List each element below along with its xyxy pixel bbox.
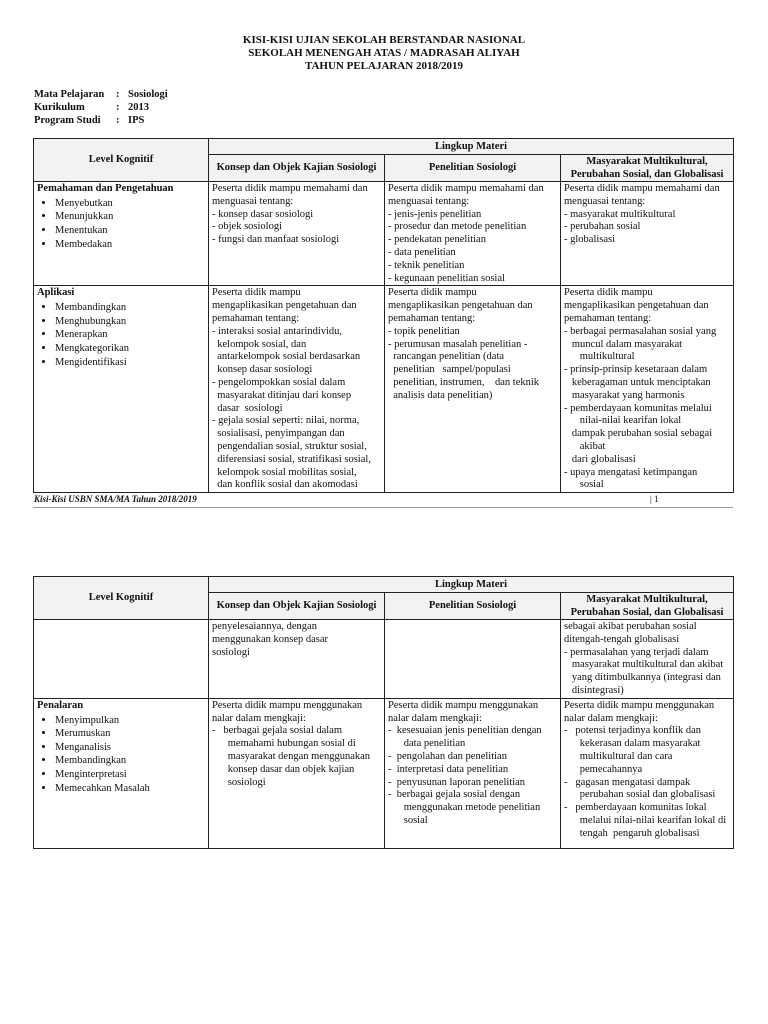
text-line: - masyarakat multikultural [564, 208, 676, 220]
col-penelitian-header: Penelitian Sosiologi [385, 593, 561, 620]
col-penelitian-header: Penelitian Sosiologi [385, 155, 561, 182]
list-item: • Membedakan [55, 238, 205, 252]
table-row [34, 286, 734, 493]
text-line: diferensiasi sosial, stratifikasi sosial, [212, 453, 371, 465]
text-line: multikultural dan cara [564, 750, 673, 762]
text-line: pemahaman tentang: [212, 312, 300, 324]
level-title: Penalaran [37, 699, 84, 711]
text-line: penelitian, instrumen, dan teknik [388, 376, 540, 388]
text-line: multikultural [564, 351, 635, 363]
text-line: menggunakan metode penelitian [388, 802, 541, 814]
text-line: dari globalisasi [564, 453, 636, 465]
text-line: nilai-nilai kearifan lokal [564, 415, 682, 427]
list-item: • Menentukan [55, 224, 205, 238]
text-line: - penyusunan laporan penelitian [388, 776, 526, 788]
text-line: keberagaman untuk menciptakan [564, 376, 711, 388]
text-line: menguasai tentang: [212, 195, 294, 207]
text-line: - permasalahan yang terjadi dalam [564, 646, 709, 658]
text-line: masyarakat multikultural dan akibat [564, 659, 724, 671]
text-line: - prinsip-prinsip kesetaraan dalam [564, 364, 708, 376]
text-line: rancangan penelitian (data [388, 351, 505, 363]
text-line: analisis data penelitian) [388, 389, 493, 401]
text-line: konsep dasar dan objek kajian [212, 763, 355, 775]
text-line: - jenis-jenis penelitian [388, 208, 482, 220]
lingkup-materi-header: Lingkup Materi [209, 577, 734, 593]
level-items [37, 197, 205, 251]
text-line: Peserta didik mampu memahami dan [564, 183, 720, 194]
text-line: - berbagai gejala sosial dengan [388, 789, 521, 801]
text-line: masyarakat ditinjau dari konsep [212, 389, 352, 401]
col-masyarakat-header: Masyarakat Multikultural, Perubahan Sosial, dan Globalisasi [561, 155, 734, 182]
text-line: - konsep dasar sosiologi [212, 208, 314, 220]
content-cell [561, 620, 734, 699]
text-line: - fungsi dan manfaat sosiologi [212, 234, 340, 246]
text-line: - pengolahan dan penelitian [388, 750, 507, 762]
list-item: • Merumuskan [55, 727, 205, 741]
page-number: | 1 [650, 494, 659, 504]
text-line: Peserta didik mampu [388, 287, 477, 299]
text-line: ditengah-tengah globalisasi [564, 633, 680, 645]
text-line: - objek sosiologi [212, 221, 282, 233]
text-line: disintegrasi) [564, 684, 624, 696]
text-line: dasar sosiologi [212, 402, 283, 414]
meta-key: Kurikulum [34, 102, 85, 113]
list-item: • Menginterpretasi [55, 768, 205, 782]
text-line: menguasai tentang: [388, 195, 470, 207]
text-line: pengendalian sosial, struktur sosial, [212, 440, 367, 452]
text-line: tengah pengaruh globalisasi [564, 827, 700, 839]
text-line: menggunakan konsep dasar [212, 633, 329, 645]
text-line: antarkelompok sosial berdasarkan [212, 351, 361, 363]
text-line: dan konflik sosial dan akomodasi [212, 479, 358, 491]
text-line: kelompok sosial, dan [212, 338, 307, 350]
text-line: melalui nilai-nilai kearifan lokal di [564, 814, 727, 826]
level-cell [34, 182, 209, 286]
meta-sep: : [116, 102, 120, 113]
text-line: Peserta didik mampu menggunakan [388, 699, 539, 711]
meta-sep: : [116, 89, 120, 100]
text-line: - pengelompokkan sosial dalam [212, 376, 346, 388]
text-line: mengaplikasikan pengetahuan dan [564, 300, 709, 312]
text-line: memahami hubungan sosial di [212, 738, 356, 750]
text-line: penelitian sampel/populasi [388, 364, 511, 376]
text-line: - perumusan masalah penelitian - [388, 338, 528, 350]
text-line: penyelesaiannya, dengan [212, 621, 317, 632]
text-line: sebagai akibat perubahan sosial [564, 621, 697, 632]
text-line: Peserta didik mampu memahami dan [212, 183, 368, 194]
kisi-table-page-1 [33, 138, 734, 493]
content-cell [385, 286, 561, 493]
meta-value: Sosiologi [128, 89, 168, 100]
meta-value: 2013 [128, 102, 149, 113]
text-line: Peserta didik mampu [212, 287, 301, 299]
meta-row [34, 88, 168, 101]
list-item: • Mengkategorikan [55, 342, 205, 356]
level-kognitif-header: Level Kognitif [34, 139, 209, 182]
content-cell [209, 286, 385, 493]
text-line: kelompok sosial mobilitas sosial, [212, 466, 357, 478]
text-line: - perubahan sosial [564, 221, 641, 233]
text-line: sosiologi [212, 646, 250, 658]
text-line: - potensi terjadinya konflik dan [564, 725, 702, 737]
meta-block [34, 88, 168, 127]
text-line: - kegunaan penelitian sosial [388, 272, 505, 284]
doc-title-line-2: SEKOLAH MENENGAH ATAS / MADRASAH ALIYAH [248, 47, 520, 59]
text-line: data penelitian [388, 738, 466, 750]
text-line: - globalisasi [564, 234, 616, 246]
content-cell [561, 182, 734, 286]
text-line: - upaya mengatasi ketimpangan [564, 466, 698, 478]
text-line: - teknik penelitian [388, 259, 465, 271]
meta-key: Program Studi [34, 115, 101, 126]
content-cell [385, 182, 561, 286]
text-line: Peserta didik mampu [564, 287, 653, 299]
content-cell [561, 286, 734, 493]
footer-left: Kisi-Kisi USBN SMA/MA Tahun 2018/2019 [34, 494, 197, 504]
text-line: - gejala sosial seperti: nilai, norma, [212, 415, 360, 427]
content-cell [561, 698, 734, 848]
list-item: • Membandingkan [55, 754, 205, 768]
list-item: • Menghubungkan [55, 315, 205, 329]
text-line: kekerasan dalam masyarakat [564, 738, 701, 750]
kisi-table-page-2 [33, 576, 734, 849]
table-row [34, 182, 734, 286]
content-cell [209, 620, 385, 699]
text-line: sosial [564, 479, 604, 491]
list-item: • Mengidentifikasi [55, 356, 205, 370]
list-item: • Menganalisis [55, 741, 205, 755]
text-line: dampak perubahan sosial sebagai [564, 428, 713, 440]
text-line: sosial [388, 814, 428, 826]
level-title: Aplikasi [37, 287, 75, 299]
text-line: - prosedur dan metode penelitian [388, 221, 527, 233]
text-line: nalar dalam mengkaji: [212, 712, 306, 724]
text-line: - pendekatan penelitian [388, 234, 486, 246]
text-line: - interpretasi data penelitian [388, 763, 509, 775]
level-items [37, 301, 205, 369]
text-line: nalar dalam mengkaji: [388, 712, 482, 724]
text-line: - pemberdayaan komunitas melalui [564, 402, 712, 414]
content-cell [385, 698, 561, 848]
text-line: pemahaman tentang: [388, 312, 476, 324]
level-cell [34, 698, 209, 848]
list-item: • Menerapkan [55, 328, 205, 342]
text-line: pemecahannya [564, 763, 643, 775]
text-line: yang ditimbulkannya (integrasi dan [564, 672, 721, 684]
text-line: Peserta didik mampu memahami dan [388, 183, 544, 194]
level-cell [34, 286, 209, 493]
col-konsep-header: Konsep dan Objek Kajian Sosiologi [209, 155, 385, 182]
col-konsep-header: Konsep dan Objek Kajian Sosiologi [209, 593, 385, 620]
list-item: • Membandingkan [55, 301, 205, 315]
text-line: masyarakat yang harmonis [564, 389, 685, 401]
text-line: muncul dalam masyarakat [564, 338, 683, 350]
doc-title-line-1: KISI-KISI UJIAN SEKOLAH BERSTANDAR NASIONAL [242, 34, 526, 46]
table-row [34, 698, 734, 848]
meta-row [34, 101, 168, 114]
text-line: - data penelitian [388, 246, 456, 258]
footer-divider [33, 507, 733, 508]
list-item: • Menunjukkan [55, 210, 205, 224]
content-cell [385, 620, 561, 699]
content-cell [209, 698, 385, 848]
meta-value: IPS [128, 115, 145, 126]
col-masyarakat-header: Masyarakat Multikultural, Perubahan Sosial, dan Globalisasi [561, 593, 734, 620]
list-item: • Memecahkan Masalah [55, 782, 205, 796]
text-line: pemahaman tentang: [564, 312, 652, 324]
text-line: akibat [564, 440, 606, 452]
level-kognitif-header: Level Kognitif [34, 577, 209, 620]
text-line: - berbagai permasalahan sosial yang [564, 325, 717, 337]
text-line: Peserta didik mampu menggunakan [212, 699, 363, 711]
text-line: mengaplikasikan pengetahuan dan [388, 300, 533, 312]
text-line: Peserta didik mampu menggunakan [564, 699, 715, 711]
lingkup-materi-header: Lingkup Materi [209, 139, 734, 155]
content-cell [209, 182, 385, 286]
text-line: - kesesuaian jenis penelitian dengan [388, 725, 542, 737]
text-line: menguasai tentang: [564, 195, 646, 207]
list-item: • Menyimpulkan [55, 714, 205, 728]
level-title: Pemahaman dan Pengetahuan [37, 183, 174, 194]
text-line: sosiologi [212, 776, 266, 788]
text-line: sosialisasi, penyimpangan dan [212, 428, 345, 440]
table-row [34, 620, 734, 699]
meta-sep: : [116, 115, 120, 126]
text-line: mengaplikasikan pengetahuan dan [212, 300, 357, 312]
text-line: - gagasan mengatasi dampak [564, 776, 691, 788]
list-item: • Menyebutkan [55, 197, 205, 211]
text-line: - topik penelitian [388, 325, 460, 337]
meta-key: Mata Pelajaran [34, 89, 105, 100]
meta-row [34, 114, 168, 127]
text-line: - interaksi sosial antarindividu, [212, 325, 343, 337]
text-line: konsep dasar sosiologi [212, 364, 313, 376]
doc-title-line-3: TAHUN PELAJARAN 2018/2019 [304, 60, 464, 72]
text-line: - berbagai gejala sosial dalam [212, 725, 343, 737]
level-items [37, 714, 205, 796]
text-line: perubahan sosial dan globalisasi [564, 789, 716, 801]
level-cell [34, 620, 209, 699]
text-line: masyarakat dengan menggunakan [212, 750, 371, 762]
text-line: - pemberdayaan komunitas lokal [564, 802, 707, 814]
text-line: nalar dalam mengkaji: [564, 712, 658, 724]
